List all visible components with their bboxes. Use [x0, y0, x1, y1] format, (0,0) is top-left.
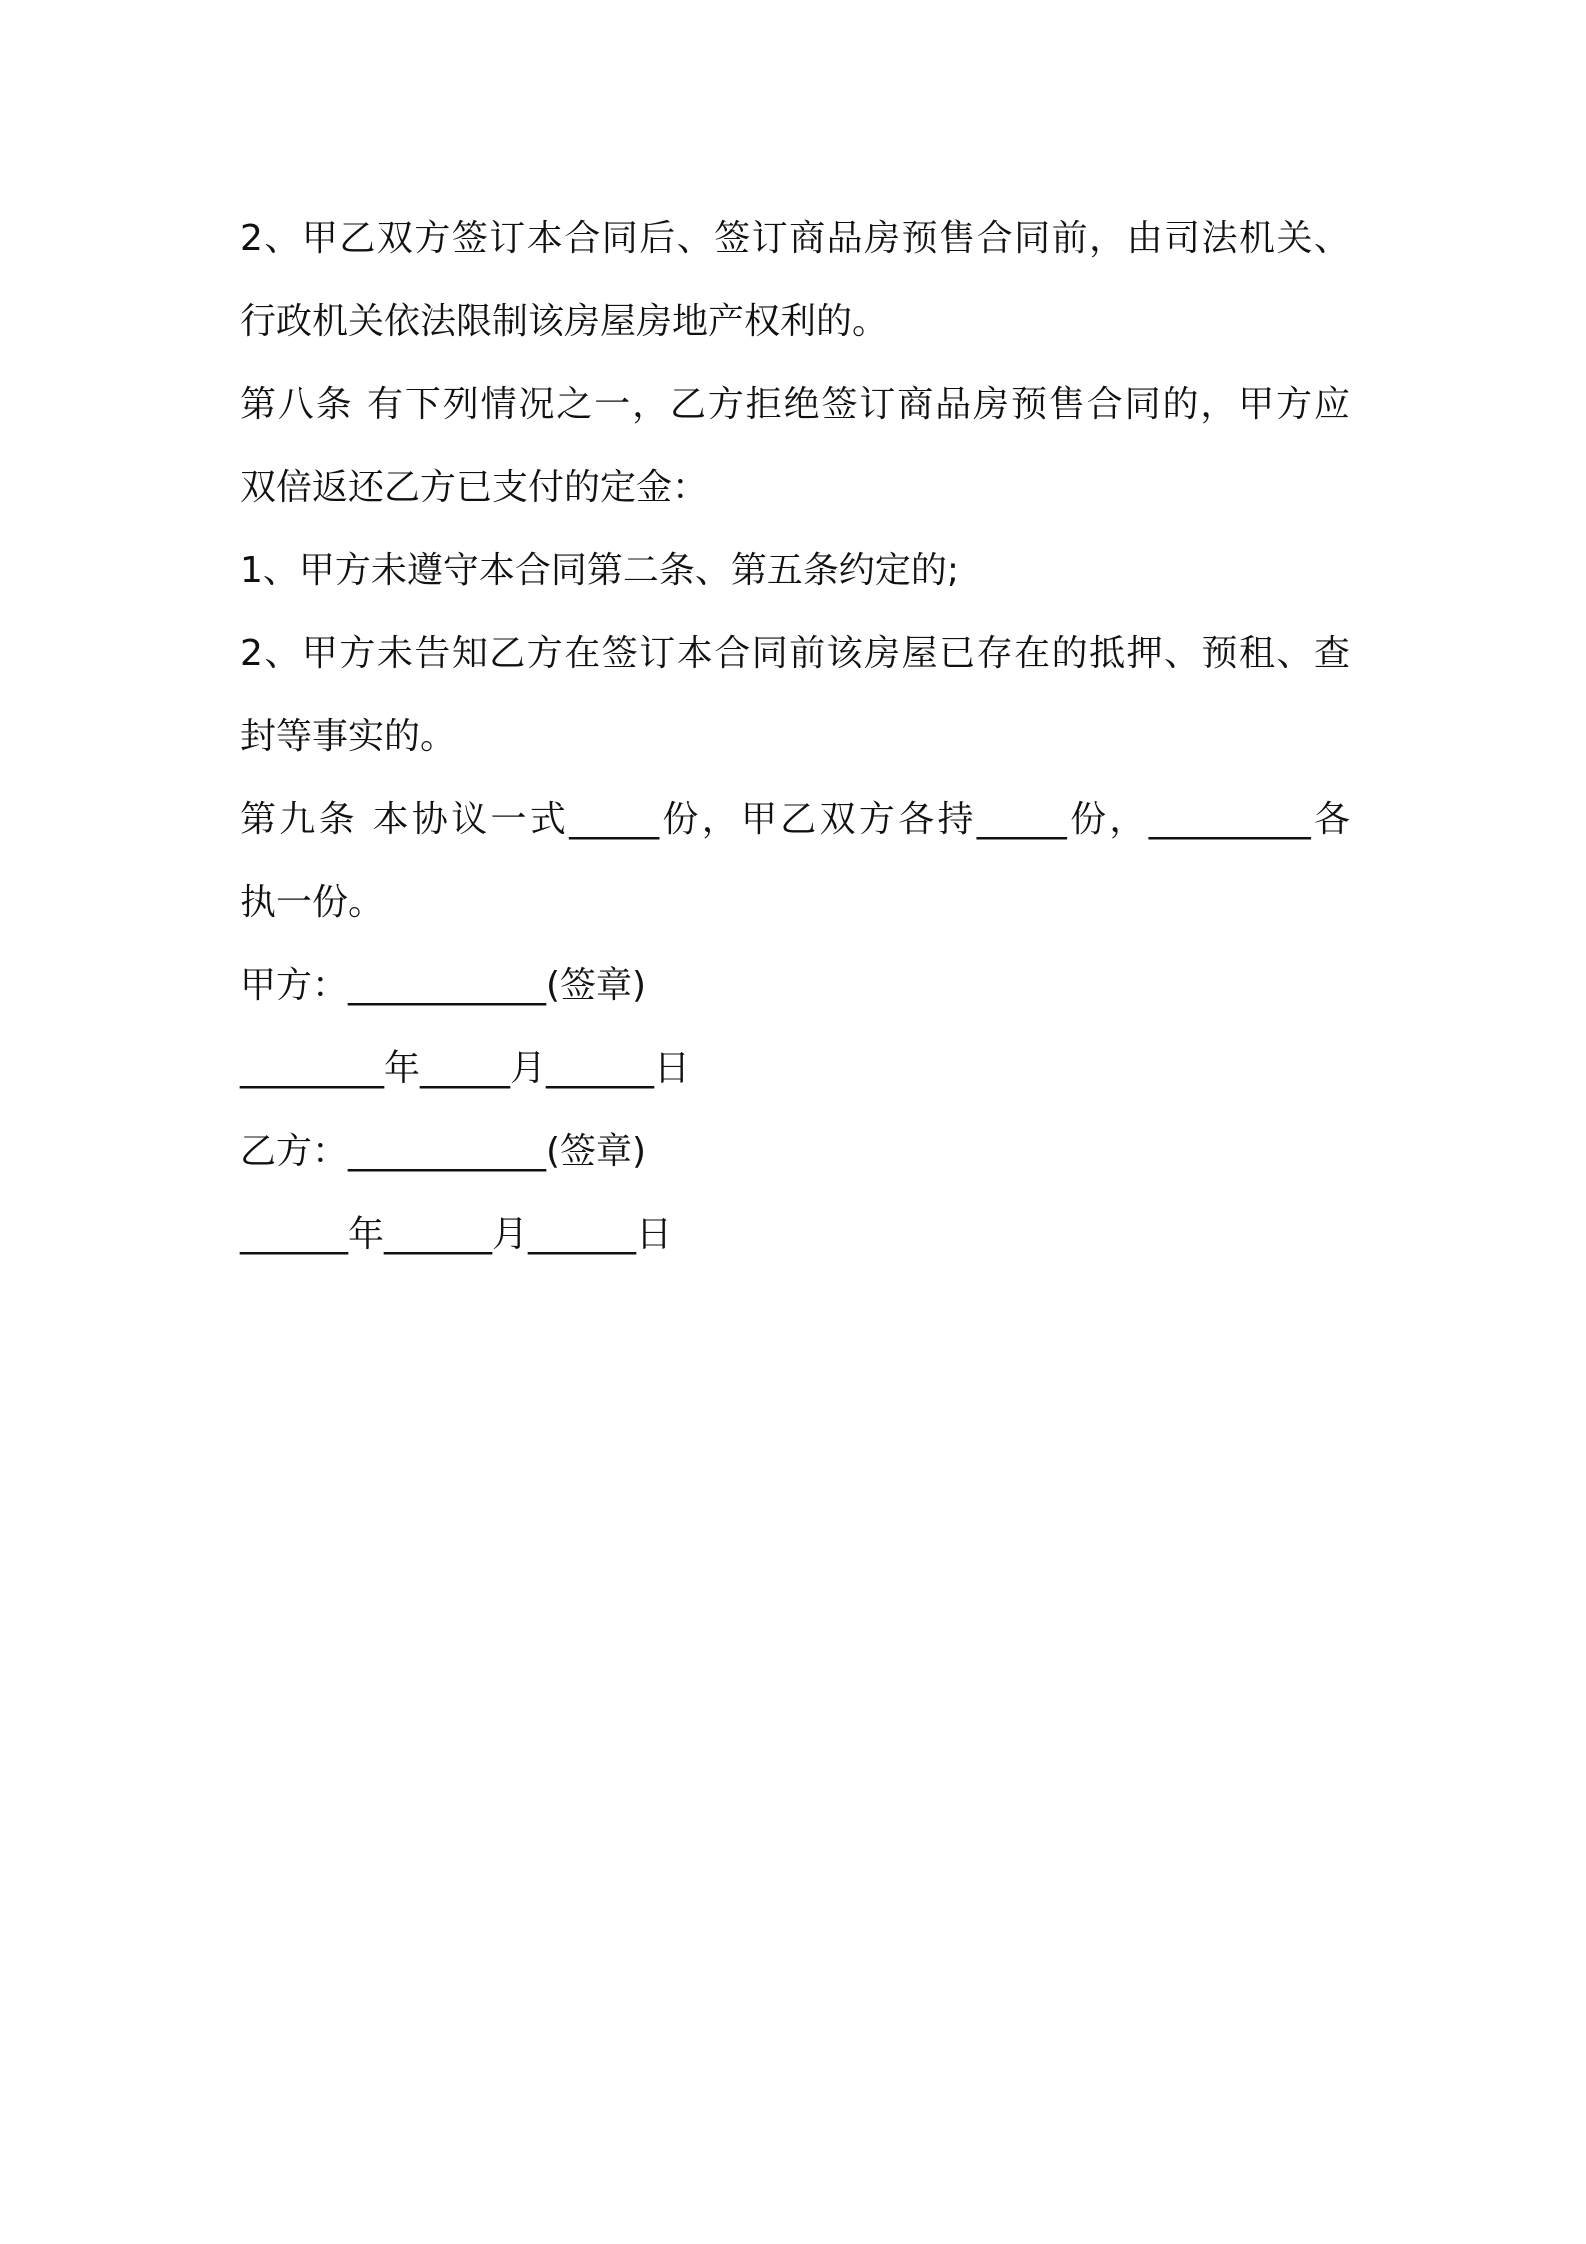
- clause-7-item-2-line-2: 行政机关依法限制该房屋房地产权利的。: [240, 301, 889, 342]
- clause-9-line-2: 执一份。: [240, 882, 385, 923]
- document-body: [240, 197, 1350, 1276]
- party-b-date: ______年______月______日: [240, 1214, 672, 1255]
- clause-7-item-2-line-1: 2、甲乙双方签订本合同后、签订商品房预售合同前，由司法机关、: [240, 218, 1350, 259]
- party-b-signature: 乙方：___________(签章): [240, 1131, 647, 1172]
- clause-8-item-2-line-1: 2、甲方未告知乙方在签订本合同前该房屋已存在的抵押、预租、查: [240, 633, 1350, 674]
- party-a-date: ________年_____月______日: [240, 1048, 690, 1089]
- clause-9-line-1: 第九条 本协议一式_____份，甲乙双方各持_____份，_________各: [240, 799, 1350, 840]
- party-a-signature: 甲方：___________(签章): [240, 965, 647, 1006]
- clause-8-item-1: 1、甲方未遵守本合同第二条、第五条约定的;: [240, 550, 960, 591]
- clause-8-line-2: 双倍返还乙方已支付的定金：: [240, 467, 709, 508]
- clause-8-item-2-line-2: 封等事实的。: [240, 716, 457, 757]
- clause-8-line-1: 第八条 有下列情况之一，乙方拒绝签订商品房预售合同的，甲方应: [240, 384, 1350, 425]
